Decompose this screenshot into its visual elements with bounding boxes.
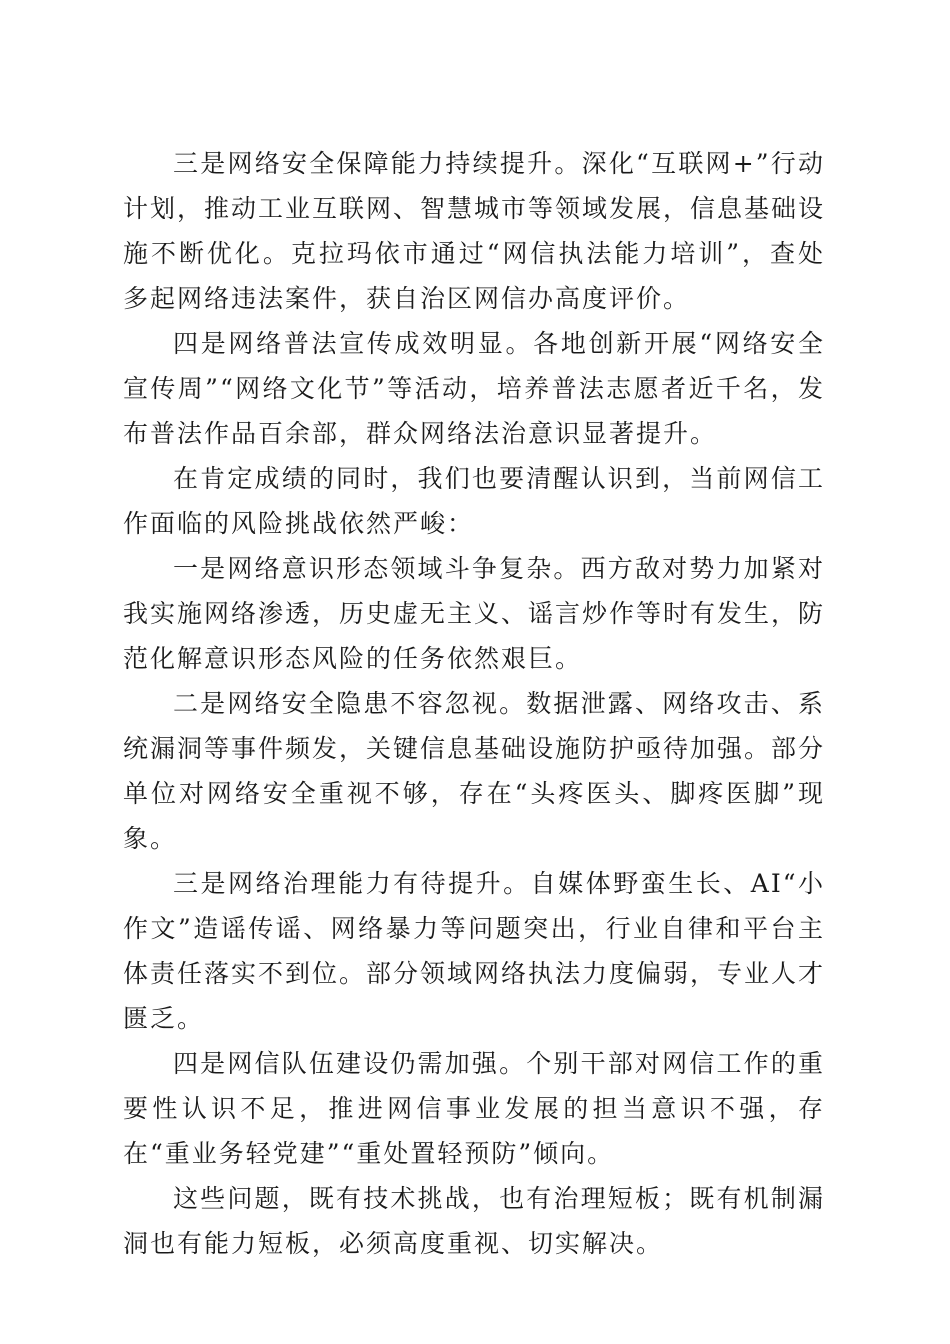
- paragraph-governance-capability: 三是网络治理能力有待提升。自媒体野蛮生长、AI“小作文”造谣传谣、网络暴力等问题突出，行业自律和平台主体责任落实不到位。部分领域网络执法力度偏弱，专业人才匮乏。: [123, 869, 826, 1033]
- paragraph-risk-intro: 在肯定成绩的同时，我们也要清醒认识到，当前网信工作面临的风险挑战依然严峻：: [123, 464, 825, 538]
- paragraph-team-building: 四是网信队伍建设仍需加强。个别干部对网信工作的重要性认识不足，推进网信事业发展的担当意识不强，存在“重业务轻党建”“重处置轻预防”倾向。: [123, 1049, 825, 1168]
- paragraph-conclusion: 这些问题，既有技术挑战，也有治理短板；既有机制漏洞也有能力短板，必须高度重视、切实解决。: [123, 1184, 825, 1258]
- paragraph-security-hazards: 二是网络安全隐患不容忽视。数据泄露、网络攻击、系统漏洞等事件频发，关键信息基础设施防护亟待加强。部分单位对网络安全重视不够，存在“头疼医头、脚疼医脚”现象。: [123, 689, 826, 853]
- paragraph-network-security-capability: 三是网络安全保障能力持续提升。深化“互联网+”行动计划，推动工业互联网、智慧城市等领域发展，信息基础设施不断优化。克拉玛依市通过“网信执法能力培训”，查处多起网络违法案件，获自治区网信办高度评价。: [123, 149, 826, 313]
- document-body: [123, 141, 825, 1266]
- paragraph-legal-publicity: 四是网络普法宣传成效明显。各地创新开展“网络安全宣传周”“网络文化节”等活动，培养普法志愿者近千名，发布普法作品百余部，群众网络法治意识显著提升。: [123, 329, 825, 448]
- paragraph-ideology-risk: 一是网络意识形态领域斗争复杂。西方敌对势力加紧对我实施网络渗透，历史虚无主义、谣言炒作等时有发生，防范化解意识形态风险的任务依然艰巨。: [123, 554, 826, 673]
